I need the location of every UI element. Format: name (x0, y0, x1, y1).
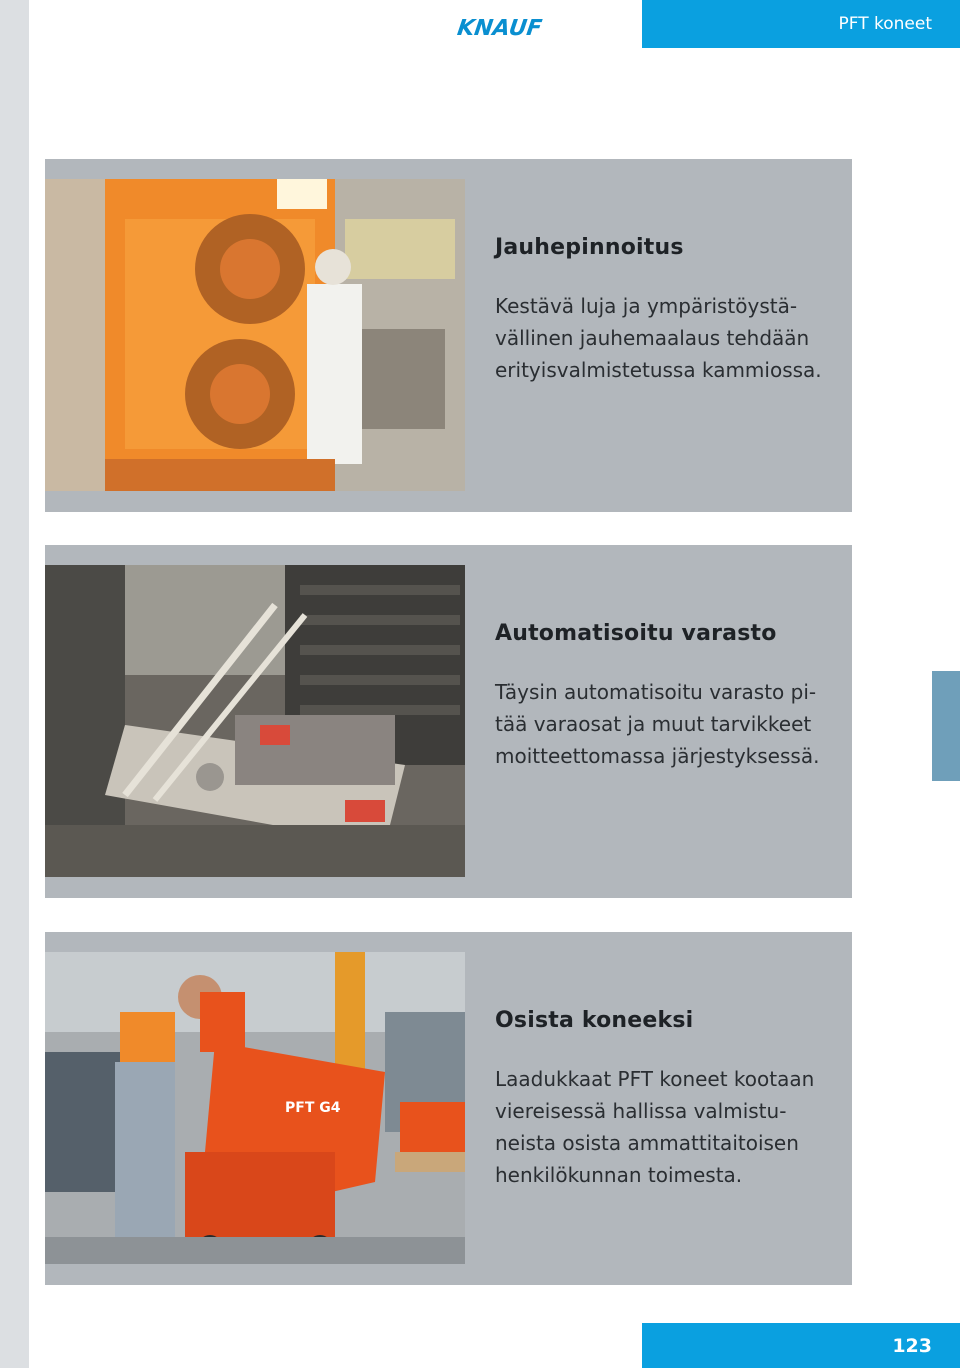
panel-body-line: henkilökunnan toimesta. (495, 1163, 743, 1187)
automated-warehouse-photo (45, 565, 465, 877)
page-number: 123 (892, 1334, 932, 1357)
side-chapter-tab (932, 671, 960, 781)
panel-title: Automatisoitu varasto (495, 621, 777, 646)
panel-body-line: viereisessä hallissa valmistu- (495, 1099, 787, 1123)
panel-automated-warehouse (45, 545, 852, 898)
panel-body-line: erityisvalmistetussa kammiossa. (495, 358, 822, 382)
panel-powder-coating (45, 159, 852, 512)
panel-title: Jauhepinnoitus (495, 235, 684, 260)
panel-body-line: Täysin automatisoitu varasto pi- (495, 680, 817, 704)
panel-body-line: vällinen jauhemaalaus tehdään (495, 326, 810, 350)
section-title: PFT koneet (838, 14, 932, 34)
panel-body-line: Kestävä luja ja ympäristöystä- (495, 294, 798, 318)
panel-text (495, 1008, 840, 1191)
panel-body-line: moitteettomassa järjestyksessä. (495, 744, 820, 768)
section-header-tab (642, 0, 960, 48)
knauf-logo (455, 10, 544, 44)
svg-text:PFT G4: PFT G4 (285, 1100, 341, 1116)
machine-assembly-photo (45, 952, 465, 1264)
powder-coating-photo (45, 179, 465, 491)
left-margin-strip (0, 0, 29, 1368)
panel-body (495, 290, 840, 386)
panel-title: Osista koneeksi (495, 1008, 694, 1033)
panel-body-line: Laadukkaat PFT koneet kootaan (495, 1067, 815, 1091)
panel-body (495, 676, 840, 772)
panel-body (495, 1063, 840, 1191)
panel-machine-assembly (45, 932, 852, 1285)
panel-body-line: tää varaosat ja muut tarvikkeet (495, 712, 812, 736)
svg-text:KNAUF: KNAUF (455, 15, 544, 41)
panel-body-line: neista osista ammattitaitoisen (495, 1131, 799, 1155)
page-number-tab (642, 1323, 960, 1368)
panel-text (495, 621, 840, 772)
panel-text (495, 235, 840, 386)
